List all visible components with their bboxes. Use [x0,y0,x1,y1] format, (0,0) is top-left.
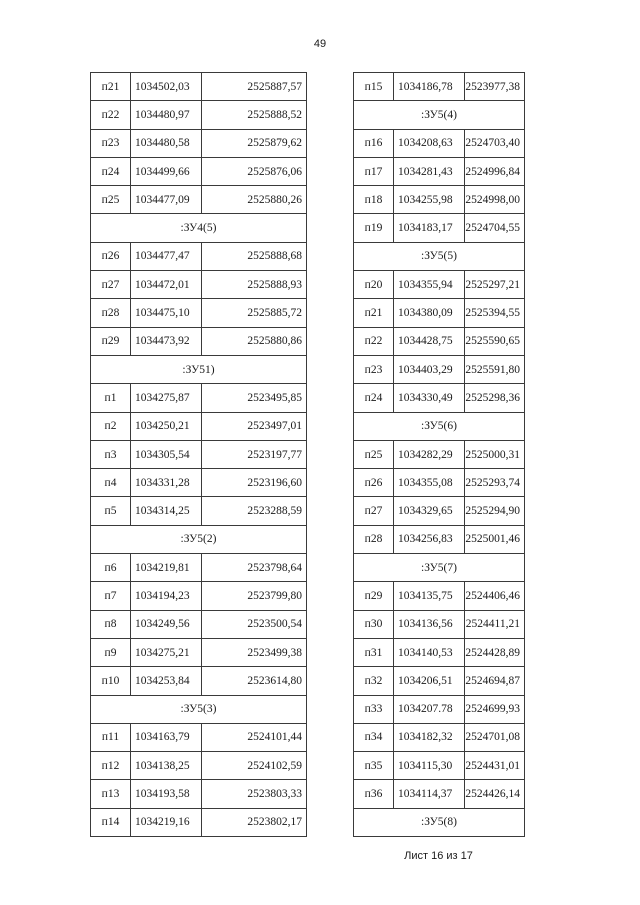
coordinate-row [91,271,307,299]
x-coordinate: 1034193,58 [131,780,202,808]
point-label: п23 [91,129,131,157]
coordinate-row [91,752,307,780]
y-coordinate: 2525880,26 [202,186,307,214]
section-header-row [354,412,525,440]
coordinate-row [354,638,525,666]
y-coordinate: 2523614,80 [202,667,307,695]
coordinate-row [91,384,307,412]
x-coordinate: 1034403,29 [394,355,465,383]
coordinate-row [91,638,307,666]
coordinate-row [354,157,525,185]
coordinate-row [354,73,525,101]
point-label: п25 [354,440,394,468]
point-label: п22 [354,327,394,355]
y-coordinate: 2523495,85 [202,384,307,412]
y-coordinate: 2524704,55 [465,214,525,242]
y-coordinate: 2525394,55 [465,299,525,327]
coordinate-row [91,186,307,214]
page-number: 49 [313,38,327,50]
x-coordinate: 1034355,08 [394,469,465,497]
section-header-row [354,101,525,129]
y-coordinate: 2525590,65 [465,327,525,355]
x-coordinate: 1034314,25 [131,497,202,525]
coordinate-row [91,73,307,101]
point-label: п18 [354,186,394,214]
x-coordinate: 1034502,03 [131,73,202,101]
point-label: п24 [354,384,394,412]
coordinate-row [91,412,307,440]
x-coordinate: 1034472,01 [131,271,202,299]
x-coordinate: 1034282,29 [394,440,465,468]
coordinate-row [91,101,307,129]
coordinates-table-left [90,72,307,837]
coordinate-row [354,271,525,299]
y-coordinate: 2525591,80 [465,355,525,383]
point-label: п21 [354,299,394,327]
y-coordinate: 2524694,87 [465,667,525,695]
y-coordinate: 2524996,84 [465,157,525,185]
x-coordinate: 1034256,83 [394,525,465,553]
coordinates-table-right [353,72,525,837]
x-coordinate: 1034249,56 [131,610,202,638]
coordinate-row [354,469,525,497]
x-coordinate: 1034305,54 [131,440,202,468]
x-coordinate: 1034380,09 [394,299,465,327]
coordinate-row [91,327,307,355]
y-coordinate: 2524701,08 [465,723,525,751]
coordinate-row [91,554,307,582]
coordinate-row [354,497,525,525]
y-coordinate: 2523803,33 [202,780,307,808]
y-coordinate: 2524699,93 [465,695,525,723]
coordinate-row [354,780,525,808]
y-coordinate: 2525885,72 [202,299,307,327]
point-label: п29 [354,582,394,610]
point-label: п24 [91,157,131,185]
section-header-row [354,554,525,582]
coordinates-table-left-body [91,73,307,837]
x-coordinate: 1034206,51 [394,667,465,695]
section-header-row [91,525,307,553]
section-label: :ЗУ5(3) [91,695,307,723]
point-label: п4 [91,469,131,497]
section-label: :ЗУ4(5) [91,214,307,242]
point-label: п36 [354,780,394,808]
point-label: п21 [91,73,131,101]
x-coordinate: 1034473,92 [131,327,202,355]
x-coordinate: 1034194,23 [131,582,202,610]
y-coordinate: 2523196,60 [202,469,307,497]
point-label: п27 [354,497,394,525]
y-coordinate: 2525888,93 [202,271,307,299]
x-coordinate: 1034114,37 [394,780,465,808]
point-label: п26 [354,469,394,497]
point-label: п22 [91,101,131,129]
y-coordinate: 2523499,38 [202,638,307,666]
coordinate-row [354,129,525,157]
y-coordinate: 2524998,00 [465,186,525,214]
point-label: п25 [91,186,131,214]
x-coordinate: 1034219,16 [131,808,202,836]
point-label: п28 [354,525,394,553]
y-coordinate: 2525888,52 [202,101,307,129]
y-coordinate: 2525001,46 [465,525,525,553]
x-coordinate: 1034330,49 [394,384,465,412]
section-label: :ЗУ5(6) [354,412,525,440]
x-coordinate: 1034331,28 [131,469,202,497]
x-coordinate: 1034163,79 [131,723,202,751]
point-label: п33 [354,695,394,723]
coordinate-row [91,157,307,185]
x-coordinate: 1034477,47 [131,242,202,270]
point-label: п5 [91,497,131,525]
x-coordinate: 1034208,63 [394,129,465,157]
x-coordinate: 1034219,81 [131,554,202,582]
point-label: п2 [91,412,131,440]
point-label: п30 [354,610,394,638]
coordinate-row [91,440,307,468]
x-coordinate: 1034183,17 [394,214,465,242]
x-coordinate: 1034281,43 [394,157,465,185]
coordinate-row [91,610,307,638]
y-coordinate: 2525880,86 [202,327,307,355]
y-coordinate: 2523798,64 [202,554,307,582]
coordinate-row [354,667,525,695]
point-label: п12 [91,752,131,780]
y-coordinate: 2524431,01 [465,752,525,780]
section-label: :ЗУ5(7) [354,554,525,582]
point-label: п15 [354,73,394,101]
y-coordinate: 2523802,17 [202,808,307,836]
y-coordinate: 2525298,36 [465,384,525,412]
x-coordinate: 1034138,25 [131,752,202,780]
coordinate-row [354,355,525,383]
coordinate-row [91,299,307,327]
coordinate-row [354,582,525,610]
x-coordinate: 1034253,84 [131,667,202,695]
y-coordinate: 2523977,38 [465,73,525,101]
section-label: :ЗУ5(2) [91,525,307,553]
x-coordinate: 1034135,75 [394,582,465,610]
y-coordinate: 2525297,21 [465,271,525,299]
point-label: п20 [354,271,394,299]
section-label: :ЗУ51) [91,355,307,383]
point-label: п8 [91,610,131,638]
point-label: п13 [91,780,131,808]
y-coordinate: 2523288,59 [202,497,307,525]
coordinate-row [354,327,525,355]
coordinate-row [354,299,525,327]
y-coordinate: 2525879,62 [202,129,307,157]
coordinate-row [354,186,525,214]
point-label: п23 [354,355,394,383]
coordinate-row [91,469,307,497]
point-label: п35 [354,752,394,780]
x-coordinate: 1034499,66 [131,157,202,185]
coordinate-row [354,752,525,780]
x-coordinate: 1034329,65 [394,497,465,525]
point-label: п9 [91,638,131,666]
point-label: п1 [91,384,131,412]
coordinates-table-right-body [354,73,525,837]
y-coordinate: 2525888,68 [202,242,307,270]
x-coordinate: 1034182,32 [394,723,465,751]
coordinate-row [354,695,525,723]
coordinate-row [91,780,307,808]
point-label: п34 [354,723,394,751]
x-coordinate: 1034136,56 [394,610,465,638]
point-label: п7 [91,582,131,610]
y-coordinate: 2525294,90 [465,497,525,525]
x-coordinate: 1034477,09 [131,186,202,214]
point-label: п16 [354,129,394,157]
y-coordinate: 2524703,40 [465,129,525,157]
x-coordinate: 1034480,97 [131,101,202,129]
section-header-row [91,214,307,242]
y-coordinate: 2524411,21 [465,610,525,638]
point-label: п10 [91,667,131,695]
sheet-footer: Лист 16 из 17 [404,850,473,862]
point-label: п26 [91,242,131,270]
point-label: п19 [354,214,394,242]
y-coordinate: 2523197,77 [202,440,307,468]
point-label: п14 [91,808,131,836]
x-coordinate: 1034275,21 [131,638,202,666]
coordinate-row [91,667,307,695]
section-label: :ЗУ5(5) [354,242,525,270]
x-coordinate: 1034115,30 [394,752,465,780]
point-label: п29 [91,327,131,355]
section-label: :ЗУ5(8) [354,808,525,836]
coordinate-row [354,525,525,553]
point-label: п3 [91,440,131,468]
coordinate-row [91,582,307,610]
coordinate-row [354,384,525,412]
x-coordinate: 1034186,78 [394,73,465,101]
point-label: п11 [91,723,131,751]
point-label: п17 [354,157,394,185]
x-coordinate: 1034355,94 [394,271,465,299]
x-coordinate: 1034140,53 [394,638,465,666]
section-header-row [354,808,525,836]
x-coordinate: 1034480,58 [131,129,202,157]
x-coordinate: 1034428,75 [394,327,465,355]
coordinate-row [91,129,307,157]
x-coordinate: 1034475,10 [131,299,202,327]
coordinate-row [354,723,525,751]
coordinate-row [91,497,307,525]
point-label: п32 [354,667,394,695]
y-coordinate: 2524102,59 [202,752,307,780]
y-coordinate: 2524426,14 [465,780,525,808]
coordinate-row [91,808,307,836]
y-coordinate: 2525887,57 [202,73,307,101]
y-coordinate: 2525876,06 [202,157,307,185]
y-coordinate: 2524428,89 [465,638,525,666]
y-coordinate: 2523500,54 [202,610,307,638]
y-coordinate: 2523799,80 [202,582,307,610]
point-label: п31 [354,638,394,666]
point-label: п28 [91,299,131,327]
x-coordinate: 1034207.78 [394,695,465,723]
point-label: п27 [91,271,131,299]
coordinate-row [354,214,525,242]
y-coordinate: 2525293,74 [465,469,525,497]
x-coordinate: 1034255,98 [394,186,465,214]
x-coordinate: 1034275,87 [131,384,202,412]
section-header-row [354,242,525,270]
coordinate-row [91,723,307,751]
coordinate-row [91,242,307,270]
y-coordinate: 2524406,46 [465,582,525,610]
coordinate-row [354,610,525,638]
y-coordinate: 2525000,31 [465,440,525,468]
y-coordinate: 2524101,44 [202,723,307,751]
section-header-row [91,695,307,723]
section-header-row [91,355,307,383]
section-label: :ЗУ5(4) [354,101,525,129]
x-coordinate: 1034250,21 [131,412,202,440]
y-coordinate: 2523497,01 [202,412,307,440]
coordinate-row [354,440,525,468]
point-label: п6 [91,554,131,582]
